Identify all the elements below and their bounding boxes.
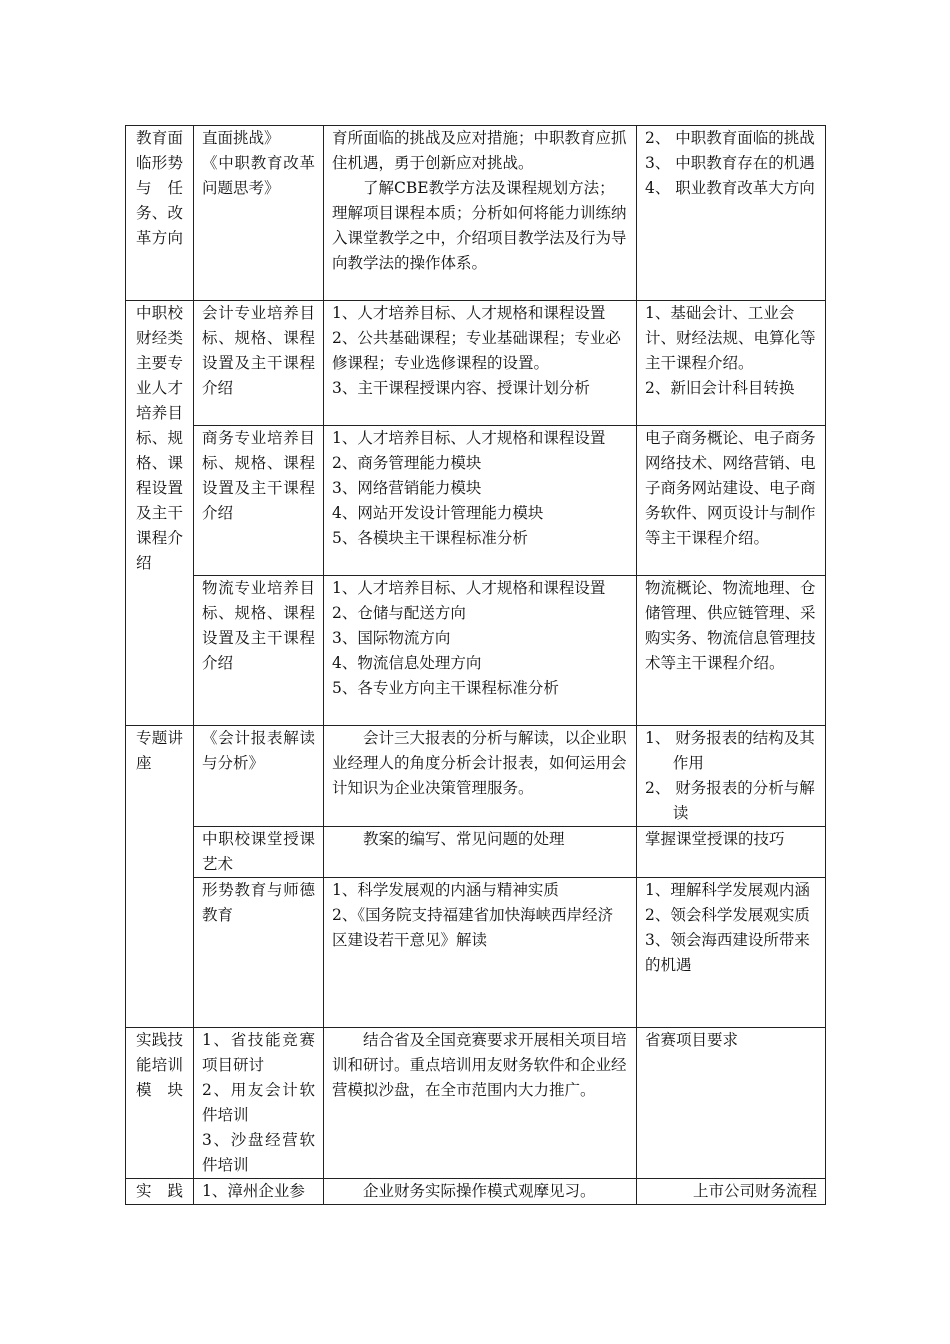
content-cell — [324, 301, 637, 426]
goal-item: 2、领会科学发展观实质 — [645, 906, 810, 924]
table-row — [126, 576, 826, 726]
topic-line: 2、用友会计软件培训 — [202, 1081, 315, 1124]
topic-cell: 形势教育与师德教育 — [194, 878, 324, 1028]
content-line: 育所面临的挑战及应对措施；中职教育应抓住机遇，勇于创新应对挑战。 — [332, 129, 627, 172]
content-line: 了解CBE教学方法及课程规划方法；理解项目课程本质；分析如何将能力训练纳入课堂教学之中，介绍项目教学法及行为导向教学法的操作体系。 — [332, 179, 627, 272]
content-cell — [324, 1028, 637, 1179]
group-cell: 实践技能培训模块 — [126, 1028, 194, 1179]
content-cell — [324, 878, 637, 1028]
document-page — [125, 125, 826, 1205]
topic-cell: 《会计报表解读与分析》 — [194, 726, 324, 827]
content-line: 企业财务实际操作模式观摩见习。 — [363, 1182, 596, 1200]
goal-item: 1、理解科学发展观内涵 — [645, 881, 810, 899]
content-line: 4、物流信息处理方向 — [332, 654, 482, 672]
content-line: 1、人才培养目标、人才规格和课程设置 — [332, 304, 606, 322]
group-cell: 教育面临形势与任务、改革方向 — [126, 126, 194, 301]
topic-cell: 会计专业培养目标、规格、课程设置及主干课程介绍 — [194, 301, 324, 426]
group-cell: 中职校财经类主要专业人才培养目标、规格、课程设置及主干课程介绍 — [126, 301, 194, 726]
topic-line: 1、省技能竞赛项目研讨 — [202, 1031, 315, 1074]
table-row — [126, 426, 826, 576]
table-row — [126, 1028, 826, 1179]
goal-item: 2、 中职教育面临的挑战 — [645, 129, 815, 147]
topic-cell: 1、漳州企业参 — [194, 1179, 324, 1205]
content-line: 2、公共基础课程；专业基础课程；专业必修课程；专业选修课程的设置。 — [332, 329, 621, 372]
content-line: 1、人才培养目标、人才规格和课程设置 — [332, 579, 606, 597]
content-line: 5、各专业方向主干课程标准分析 — [332, 679, 559, 697]
topic-line: 直面挑战》 — [202, 129, 280, 147]
table-row — [126, 126, 826, 301]
topic-cell — [194, 126, 324, 301]
content-line: 2、商务管理能力模块 — [332, 454, 482, 472]
table-row — [126, 301, 826, 426]
table-row — [126, 726, 826, 827]
content-line: 2、《国务院支持福建省加快海峡西岸经济区建设若干意见》解读 — [332, 906, 614, 949]
content-line: 1、人才培养目标、人才规格和课程设置 — [332, 429, 606, 447]
topic-line: 3、沙盘经营软件培训 — [202, 1131, 315, 1174]
group-cell: 专题讲座 — [126, 726, 194, 1028]
content-cell — [324, 426, 637, 576]
content-line: 5、各模块主干课程标准分析 — [332, 529, 528, 547]
goals-cell: 省赛项目要求 — [637, 1028, 826, 1179]
topic-line: 《中职教育改革问题思考》 — [202, 154, 315, 197]
content-line: 会计三大报表的分析与解读，以企业职业经理人的角度分析会计报表，如何运用会计知识为企业决策管理服务。 — [332, 729, 627, 797]
content-cell — [324, 827, 637, 878]
content-cell — [324, 1179, 637, 1205]
content-line: 2、仓储与配送方向 — [332, 604, 466, 622]
goal-item: 2、新旧会计科目转换 — [645, 379, 795, 397]
content-cell — [324, 576, 637, 726]
goal-item: 4、 职业教育改革大方向 — [645, 179, 815, 197]
goals-cell: 物流概论、物流地理、仓储管理、供应链管理、采购实务、物流信息管理技术等主干课程介绍。 — [637, 576, 826, 726]
goal-item: 3、领会海西建设所带来的机遇 — [645, 931, 810, 974]
goal-item: 2、 财务报表的分析与解读 — [645, 779, 815, 822]
topic-cell: 商务专业培养目标、规格、课程设置及主干课程介绍 — [194, 426, 324, 576]
topic-cell: 物流专业培养目标、规格、课程设置及主干课程介绍 — [194, 576, 324, 726]
goals-cell: 掌握课堂授课的技巧 — [637, 827, 826, 878]
content-line: 4、网站开发设计管理能力模块 — [332, 504, 544, 522]
content-line: 3、网络营销能力模块 — [332, 479, 482, 497]
content-line: 1、科学发展观的内涵与精神实质 — [332, 881, 559, 899]
content-cell — [324, 726, 637, 827]
goals-cell — [637, 301, 826, 426]
goals-cell — [637, 126, 826, 301]
goals-cell: 上市公司财务流程 — [637, 1179, 826, 1205]
goal-item: 3、 中职教育存在的机遇 — [645, 154, 815, 172]
goals-cell — [637, 878, 826, 1028]
table-row — [126, 878, 826, 1028]
content-line: 结合省及全国竞赛要求开展相关项目培训和研讨。重点培训用友财务软件和企业经营模拟沙盘，在全市范围内大力推广。 — [332, 1031, 627, 1099]
content-line: 3、主干课程授课内容、授课计划分析 — [332, 379, 590, 397]
topic-cell — [194, 1028, 324, 1179]
group-cell: 实践 — [126, 1179, 194, 1205]
topic-cell: 中职校课堂授课艺术 — [194, 827, 324, 878]
content-cell — [324, 126, 637, 301]
goals-cell — [637, 726, 826, 827]
training-plan-table — [125, 125, 826, 1205]
goal-item: 1、 财务报表的结构及其作用 — [645, 729, 815, 772]
content-line: 教案的编写、常见问题的处理 — [363, 830, 565, 848]
goal-item: 1、基础会计、工业会计、财经法规、电算化等主干课程介绍。 — [645, 304, 816, 372]
table-row — [126, 1179, 826, 1205]
goals-cell: 电子商务概论、电子商务网络技术、网络营销、电子商务网站建设、电子商务软件、网页设计与制作等主干课程介绍。 — [637, 426, 826, 576]
table-row — [126, 827, 826, 878]
content-line: 3、国际物流方向 — [332, 629, 451, 647]
